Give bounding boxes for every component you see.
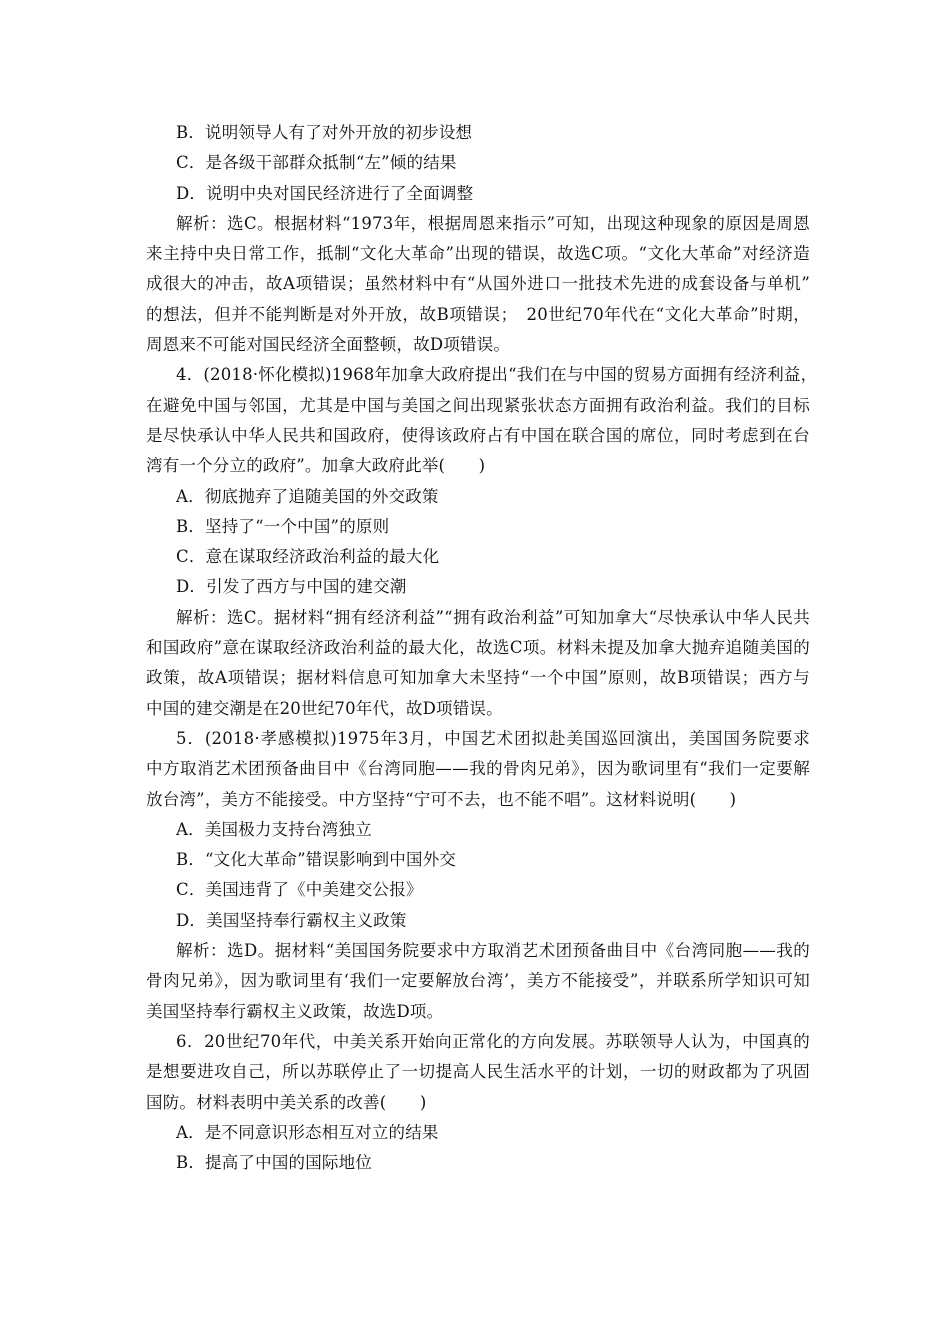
analysis-line: 解析：选D。据材料“美国国务院要求中方取消艺术团预备曲目中《台湾同胞——我的 bbox=[176, 941, 810, 961]
option-line: D．美国坚持奉行霸权主义政策 bbox=[176, 910, 407, 930]
analysis-line: 解析：选C。据材料“拥有经济利益”“拥有政治利益”可知加拿大“尽快承认中华人民共 bbox=[176, 607, 810, 627]
question-line: 是尽快承认中华人民共和国政府，使得该政府占有中国在联合国的席位，同时考虑到在台 bbox=[146, 425, 810, 445]
question-line: 4．(2018·怀化模拟)1968年加拿大政府提出“我们在与中国的贸易方面拥有经济利益， bbox=[176, 365, 818, 385]
analysis-line: 的想法，但并不能判断是对外开放，故B项错误； 20世纪70年代在“文化大革命”时期， bbox=[146, 304, 810, 324]
question-line: 放台湾”，美方不能接受。中方坚持“宁可不去，也不能不唱”。这材料说明( ) bbox=[146, 789, 737, 809]
question-line: 国防。材料表明中美关系的改善( ) bbox=[146, 1092, 427, 1112]
analysis-line: 和国政府”意在谋取经济政治利益的最大化，故选C项。材料未提及加拿大抛弃追随美国的 bbox=[146, 638, 810, 658]
analysis-line: 骨肉兄弟》，因为歌词里有‘我们一定要解放台湾’，美方不能接受”，并联系所学知识可知 bbox=[146, 971, 810, 991]
option-line: B．提高了中国的国际地位 bbox=[176, 1153, 373, 1173]
question-line: 中方取消艺术团预备曲目中《台湾同胞——我的骨肉兄弟》，因为歌词里有“我们一定要解 bbox=[146, 759, 810, 779]
analysis-line: 中国的建交潮是在20世纪70年代，故D项错误。 bbox=[146, 698, 503, 718]
document-page bbox=[146, 118, 818, 1178]
question-line: 5．(2018·孝感模拟)1975年3月，中国艺术团拟赴美国巡回演出，美国国务院要求 bbox=[176, 728, 810, 748]
option-line: C．是各级干部群众抵制“左”倾的结果 bbox=[176, 153, 457, 173]
option-line: A．彻底抛弃了追随美国的外交政策 bbox=[176, 486, 439, 506]
option-line: B．坚持了“一个中国”的原则 bbox=[176, 516, 390, 536]
analysis-line: 来主持中央日常工作，抵制“文化大革命”出现的错误，故选C项。“文化大革命”对经济造 bbox=[146, 244, 810, 264]
option-line: A．美国极力支持台湾独立 bbox=[176, 819, 372, 839]
analysis-line: 解析：选C。根据材料“1973年，根据周恩来指示”可知，出现这种现象的原因是周恩 bbox=[176, 213, 810, 233]
option-line: B．说明领导人有了对外开放的初步设想 bbox=[176, 123, 473, 142]
analysis-line: 政策，故A项错误；据材料信息可知加拿大未坚持“一个中国”原则，故B项错误；西方与 bbox=[146, 668, 810, 688]
option-line: A．是不同意识形态相互对立的结果 bbox=[176, 1122, 439, 1142]
analysis-line: 美国坚持奉行霸权主义政策，故选D项。 bbox=[146, 1001, 444, 1021]
option-line: C．美国违背了《中美建交公报》 bbox=[176, 880, 423, 900]
analysis-line: 周恩来不可能对国民经济全面整顿，故D项错误。 bbox=[146, 335, 511, 355]
option-line: D．说明中央对国民经济进行了全面调整 bbox=[176, 183, 474, 203]
option-line: B．“文化大革命”错误影响到中国外交 bbox=[176, 850, 457, 870]
option-line: D．引发了西方与中国的建交潮 bbox=[176, 577, 407, 597]
question-line: 在避免中国与邻国，尤其是中国与美国之间出现紧张状态方面拥有政治利益。我们的目标 bbox=[146, 395, 810, 415]
analysis-line: 成很大的冲击，故A项错误；虽然材料中有“从国外进口一批技术先进的成套设备与单机” bbox=[146, 274, 810, 294]
question-line: 湾有一个分立的政府”。加拿大政府此举( ) bbox=[146, 456, 486, 476]
option-line: C．意在谋取经济政治利益的最大化 bbox=[176, 547, 440, 567]
question-line: 是想要进攻自己，所以苏联停止了一切提高人民生活水平的计划，一切的财政都为了巩固 bbox=[146, 1062, 810, 1082]
question-line: 6．20世纪70年代，中美关系开始向正常化的方向发展。苏联领导人认为，中国真的 bbox=[176, 1031, 810, 1051]
